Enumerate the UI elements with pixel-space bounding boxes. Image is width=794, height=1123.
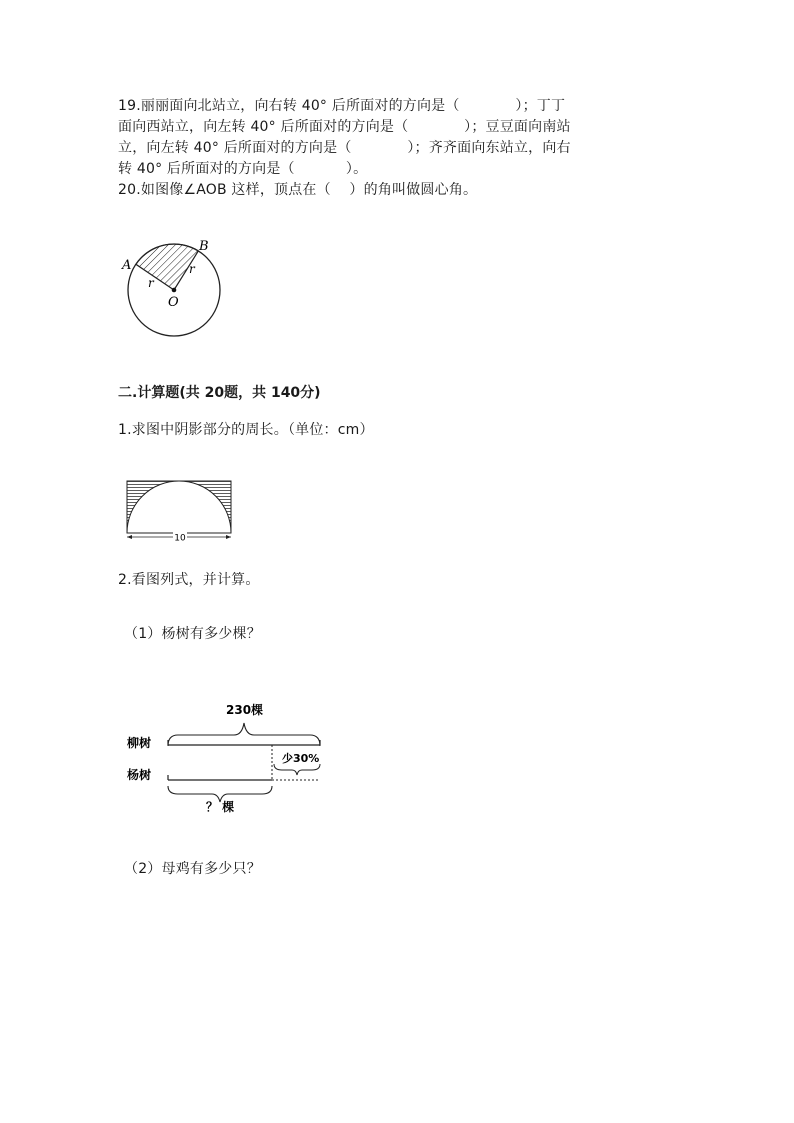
- q19-line-2: 面向西站立，向左转 40° 后所面对的方向是（ ）；豆豆面向南站: [118, 119, 571, 135]
- section-title: 二.计算题(共 20题，共 140分): [118, 385, 321, 401]
- total-label: 230棵: [226, 703, 264, 717]
- less-label: 少30%: [282, 752, 320, 765]
- label-r-right: r: [189, 262, 195, 276]
- q19-line-3: 立，向左转 40° 后所面对的方向是（ ）；齐齐面向东站立，向右: [118, 140, 571, 156]
- segment-diagram: [124, 698, 334, 820]
- c2-text: 2.看图列式，并计算。: [118, 572, 260, 588]
- label-a: A: [122, 258, 132, 273]
- row-label-poplar: 杨树: [127, 768, 152, 782]
- center-point: [172, 288, 177, 293]
- q19-line-4: 转 40° 后所面对的方向是（ ）。: [118, 161, 368, 177]
- unknown-label: ？ 棵: [206, 800, 235, 814]
- label-b: B: [199, 239, 209, 254]
- q20-text: 20.如图像∠AOB 这样，顶点在（ ）的角叫做圆心角。: [118, 182, 478, 198]
- central-angle-figure: [110, 232, 230, 342]
- c2-sub1: （1）杨树有多少棵？: [124, 626, 261, 642]
- shaded-region: [127, 481, 231, 533]
- c1-text: 1.求图中阴影部分的周长。（单位：cm）: [118, 422, 374, 438]
- less-brace: [274, 764, 320, 775]
- c2-sub2: （2）母鸡有多少只？: [124, 861, 261, 877]
- label-r-left: r: [148, 276, 154, 290]
- arrow-left-icon: [127, 535, 132, 539]
- label-o: O: [168, 295, 179, 310]
- q19-line-1: 19.丽丽面向北站立，向右转 40° 后所面对的方向是（ ）；丁丁: [118, 98, 566, 114]
- semicircle-shaded-figure: [120, 474, 238, 548]
- row-label-willow: 柳树: [127, 736, 152, 750]
- total-brace: [168, 723, 320, 746]
- arrow-right-icon: [226, 535, 231, 539]
- dimension-label: 10: [174, 533, 186, 544]
